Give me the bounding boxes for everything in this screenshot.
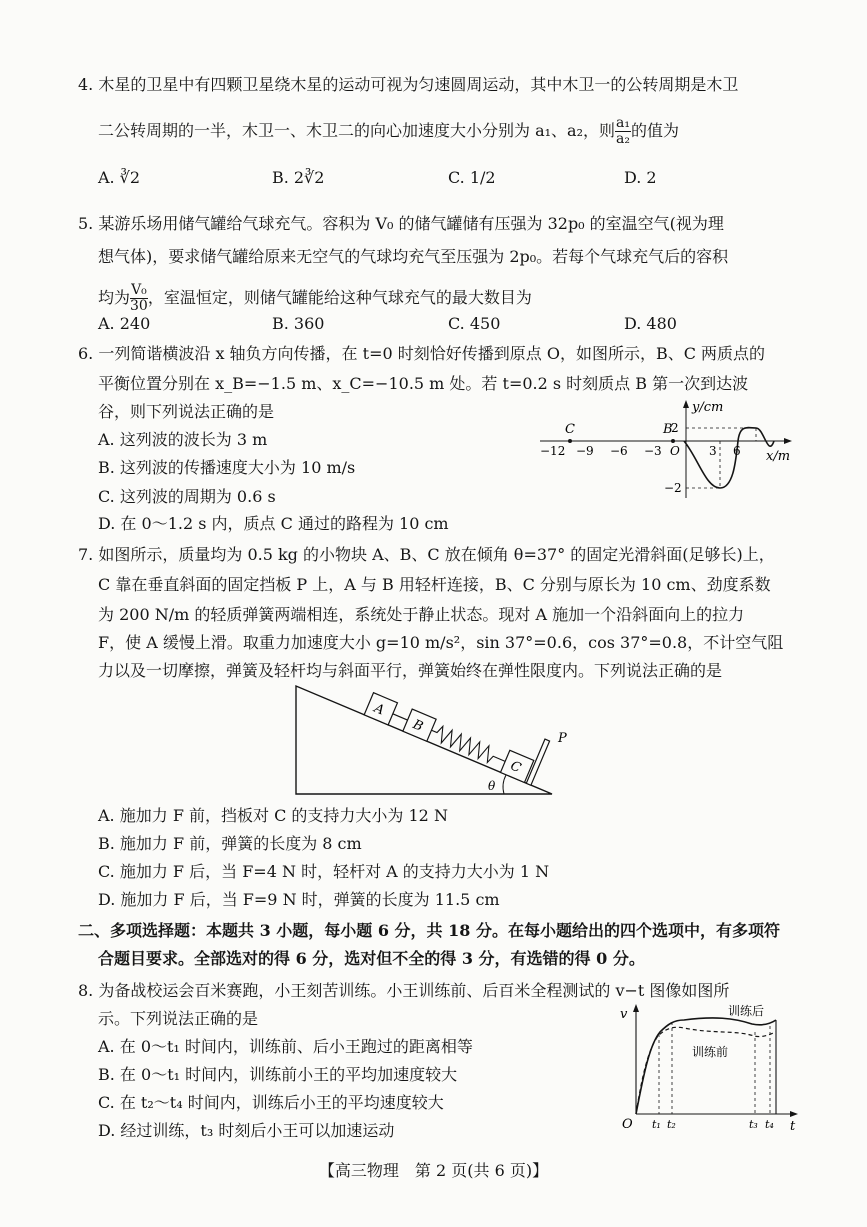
q5-frac-num: V₀	[131, 282, 147, 298]
q8-option-c: C. 在 t₂～t₄ 时间内，训练后小王的平均速度较大	[98, 1093, 444, 1112]
q7-block-c-label: C	[508, 758, 524, 777]
q7-line-1: 7. 如图所示，质量均为 0.5 kg 的小物块 A、B、C 放在倾角 θ=37° 的固定光滑斜面(足够长)上，	[78, 545, 775, 564]
q5-option-c: C. 450	[448, 314, 501, 333]
q6-y-tick-neg2: −2	[664, 481, 682, 495]
q6-x-label: x/m	[766, 449, 791, 464]
q8-line-1: 8. 为备战校运会百米赛跑，小王刻苦训练。小王训练前、后百米全程测试的 v−t 图像如图所	[78, 981, 730, 1000]
q6-point-c-label: C	[565, 422, 575, 437]
q4-line-2-pre: 二公转周期的一半，木卫一、木卫二的向心加速度大小分别为 a₁、a₂，则	[98, 121, 615, 140]
q8-t-label: t	[790, 1119, 796, 1132]
q6-y-arrow	[683, 400, 689, 408]
q8-t4-label: t₄	[765, 1118, 774, 1131]
q5-line-1: 5. 某游乐场用储气罐给气球充气。容积为 V₀ 的储气罐储有压强为 32p₀ 的室温空气(视为理	[78, 214, 724, 233]
q8-vt-figure	[614, 1002, 804, 1132]
q8-v-label: v	[620, 1007, 628, 1022]
q6-x-tick-neg12: −12	[540, 444, 566, 458]
q6-point-b-dot	[671, 439, 675, 443]
q7-rod	[393, 714, 408, 720]
q7-option-b: B. 施加力 F 前，弹簧的长度为 8 cm	[98, 834, 362, 853]
q6-point-b-label: B	[663, 422, 673, 437]
q7-angle-arc	[503, 775, 506, 794]
q6-option-a: A. 这列波的波长为 3 m	[98, 430, 268, 449]
q6-x-tick-neg9: −9	[576, 444, 594, 458]
q7-incline-figure	[292, 682, 576, 796]
q6-y-label: y/cm	[692, 400, 724, 415]
q5-fraction	[130, 283, 148, 314]
q5-option-a: A. 240	[98, 314, 151, 333]
q6-line-1: 6. 一列简谐横波沿 x 轴负方向传播，在 t=0 时刻恰好传播到原点 O，如图所示，B、C 两质点的	[78, 344, 766, 363]
q6-point-c-dot	[568, 439, 572, 443]
section-2-heading-line-1: 二、多项选择题：本题共 3 小题，每小题 6 分，共 18 分。在每小题给出的四个选项中，有多项符	[78, 921, 780, 940]
q5-frac-den: 30	[130, 298, 148, 314]
q7-option-c: C. 施加力 F 后，当 F=4 N 时，轻杆对 A 的支持力大小为 1 N	[98, 862, 550, 881]
q4-line-1: 4. 木星的卫星中有四颗卫星绕木星的运动可视为匀速圆周运动，其中木卫一的公转周期是木卫	[78, 75, 739, 94]
q4-option-d: D. 2	[624, 168, 657, 187]
q7-line-4: F，使 A 缓慢上滑。取重力加速度大小 g=10 m/s²，sin 37°=0.6，cos 37°=0.8，不计空气阻	[98, 633, 784, 652]
q6-x-tick-neg3: −3	[644, 444, 662, 458]
q6-option-c: C. 这列波的周期为 0.6 s	[98, 487, 276, 506]
q8-t1-label: t₁	[652, 1118, 661, 1131]
q8-option-d: D. 经过训练，t₃ 时刻后小王可以加速运动	[98, 1121, 395, 1140]
q4-option-b: B. 2∛2	[272, 168, 325, 187]
q8-option-a: A. 在 0～t₁ 时间内，训练前、后小王跑过的距离相等	[98, 1037, 473, 1056]
q7-line-5: 力以及一切摩擦，弹簧及轻杆均与斜面平行，弹簧始终在弹性限度内。下列说法正确的是	[98, 661, 723, 680]
q4-line-2	[98, 116, 679, 147]
q6-wave-figure	[538, 398, 800, 500]
q8-before-label: 训练前	[692, 1045, 729, 1059]
q6-x-tick-origin: O	[670, 444, 680, 458]
q4-frac-num: a₁	[616, 115, 630, 131]
q5-line-2: 想气体)，要求储气罐给原来无空气的气球均充气至压强为 2p₀。若每个气球充气后的容积	[98, 247, 729, 266]
q8-after-label: 训练后	[728, 1004, 765, 1018]
q6-x-tick-neg6: −6	[610, 444, 628, 458]
q6-x-arrow	[784, 438, 792, 444]
q6-option-d: D. 在 0～1.2 s 内，质点 C 通过的路程为 10 cm	[98, 514, 449, 533]
q5-line-3	[98, 283, 532, 314]
page-footer: 【高三物理 第 2 页(共 6 页)】	[318, 1161, 549, 1180]
q7-angle-label: θ	[488, 779, 496, 793]
q6-y-tick-2: 2	[671, 421, 679, 435]
q7-line-3: 为 200 N/m 的轻质弹簧两端相连，系统处于静止状态。现对 A 施加一个沿斜面向上的拉力	[98, 605, 745, 624]
q6-wave-curve	[684, 428, 774, 488]
q4-option-c: C. 1/2	[448, 168, 496, 187]
q8-origin-label: O	[622, 1117, 633, 1132]
q8-v-arrow	[633, 1004, 639, 1012]
q7-block-b-label: B	[410, 717, 426, 735]
q7-block-a-label: A	[371, 700, 387, 719]
section-2-heading-line-2: 合题目要求。全部选对的得 6 分，选对但不全的得 3 分，有选错的得 0 分。	[98, 949, 645, 968]
q8-t2-label: t₂	[667, 1118, 676, 1131]
q8-line-2: 示。下列说法正确的是	[98, 1009, 259, 1028]
q7-plate-p-label: P	[558, 731, 567, 746]
q8-option-b: B. 在 0～t₁ 时间内，训练前小王的平均加速度较大	[98, 1065, 458, 1084]
q6-line-3: 谷，则下列说法正确的是	[98, 402, 275, 421]
q6-x-tick-3: 3	[709, 444, 717, 458]
q8-t-arrow	[790, 1111, 798, 1117]
q5-line-3-post: ，室温恒定，则储气罐能给这种气球充气的最大数目为	[147, 288, 532, 307]
q7-option-d: D. 施加力 F 后，当 F=9 N 时，弹簧的长度为 11.5 cm	[98, 890, 500, 909]
q6-option-b: B. 这列波的传播速度大小为 10 m/s	[98, 458, 356, 477]
q6-x-tick-6: 6	[733, 444, 741, 458]
q4-frac-den: a₂	[616, 131, 630, 147]
q6-line-2: 平衡位置分别在 x_B=−1.5 m、x_C=−10.5 m 处。若 t=0.2 s 时刻质点 B 第一次到达波	[98, 374, 749, 393]
q4-line-2-post: 的值为	[630, 121, 679, 140]
q4-option-a: A. ∛2	[98, 168, 141, 187]
q5-option-d: D. 480	[624, 314, 677, 333]
q8-t3-label: t₃	[749, 1118, 758, 1131]
q7-option-a: A. 施加力 F 前，挡板对 C 的支持力大小为 12 N	[98, 806, 448, 825]
q5-option-b: B. 360	[272, 314, 325, 333]
q5-line-3-pre: 均为	[98, 288, 131, 307]
q7-line-2: C 靠在垂直斜面的固定挡板 P 上，A 与 B 用轻杆连接，B、C 分别与原长为 10 cm、劲度系数	[98, 575, 771, 594]
q4-fraction	[615, 116, 631, 147]
q7-spring	[428, 723, 508, 769]
